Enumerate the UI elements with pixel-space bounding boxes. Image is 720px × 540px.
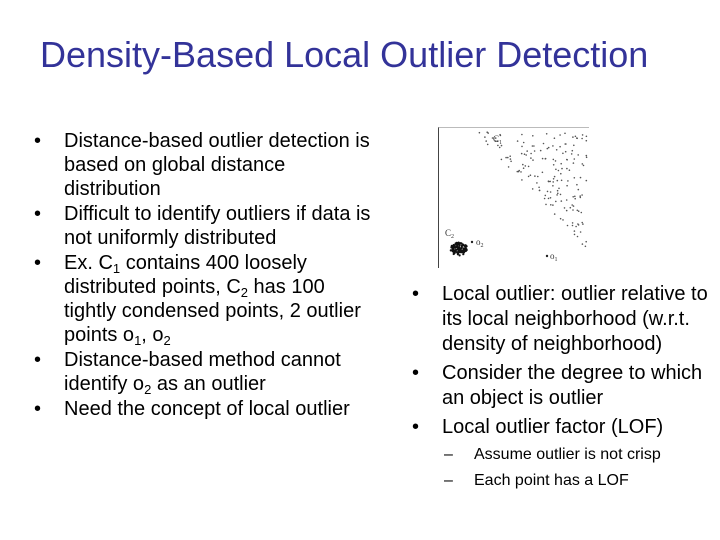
sparse-point bbox=[505, 157, 507, 159]
sparse-point bbox=[581, 212, 583, 214]
sparse-point bbox=[553, 164, 555, 166]
sparse-point bbox=[577, 236, 579, 238]
sparse-point bbox=[578, 189, 580, 191]
sparse-point bbox=[520, 171, 522, 173]
sparse-point bbox=[507, 157, 509, 159]
sparse-point bbox=[572, 196, 574, 198]
sparse-point bbox=[556, 194, 558, 196]
sparse-point bbox=[562, 153, 564, 155]
sparse-point bbox=[560, 218, 562, 220]
sparse-point bbox=[566, 199, 568, 201]
sparse-point bbox=[552, 204, 554, 206]
sparse-point bbox=[561, 180, 563, 182]
sparse-point bbox=[544, 198, 546, 200]
sparse-point bbox=[549, 181, 551, 183]
sparse-point bbox=[560, 163, 562, 165]
dense-point bbox=[465, 245, 467, 247]
sparse-point bbox=[530, 174, 532, 176]
sparse-point bbox=[577, 210, 579, 212]
sparse-point bbox=[534, 175, 536, 177]
dense-point bbox=[461, 246, 463, 248]
sparse-point bbox=[499, 134, 501, 136]
sparse-point bbox=[586, 136, 588, 138]
sparse-point bbox=[523, 167, 525, 169]
sparse-point bbox=[570, 207, 572, 209]
sparse-point bbox=[521, 153, 523, 155]
sparse-point bbox=[556, 149, 558, 151]
sparse-point bbox=[574, 230, 576, 232]
sparse-point bbox=[487, 144, 489, 146]
sparse-point bbox=[552, 181, 554, 183]
sparse-point bbox=[550, 204, 552, 206]
sparse-point bbox=[547, 148, 549, 150]
sparse-point bbox=[581, 222, 583, 224]
sparse-point bbox=[543, 143, 545, 145]
sparse-point bbox=[560, 194, 562, 196]
sparse-point bbox=[569, 169, 571, 171]
label-c2: $C_2$ bbox=[445, 228, 455, 240]
sub-bullet-each-point: – Each point has a LOF bbox=[444, 468, 717, 494]
sparse-point bbox=[538, 187, 540, 189]
sparse-point bbox=[586, 157, 588, 159]
outlier-point-o2 bbox=[471, 241, 473, 243]
sparse-point bbox=[557, 193, 559, 195]
sparse-point bbox=[557, 180, 559, 182]
sparse-point bbox=[574, 234, 576, 236]
sparse-point bbox=[550, 191, 552, 193]
sparse-point bbox=[554, 176, 556, 178]
sparse-point bbox=[525, 154, 527, 156]
sparse-point bbox=[555, 201, 557, 203]
sparse-point bbox=[572, 150, 574, 152]
sparse-point bbox=[585, 246, 587, 248]
bullet-need-concept: • Need the concept of local outlier bbox=[34, 397, 374, 421]
sparse-point bbox=[586, 180, 588, 182]
sparse-point bbox=[572, 136, 574, 138]
sparse-point bbox=[525, 165, 527, 167]
sparse-point bbox=[553, 159, 555, 161]
sparse-point bbox=[580, 197, 582, 199]
dense-point bbox=[463, 249, 465, 251]
bullet-difficult: • Difficult to identify outliers if data is not uniformly distributed bbox=[34, 202, 374, 250]
sparse-point bbox=[559, 146, 561, 148]
sparse-point bbox=[523, 142, 525, 144]
sparse-point bbox=[565, 143, 567, 145]
sparse-point bbox=[539, 190, 541, 192]
sparse-point bbox=[576, 137, 578, 139]
sparse-point bbox=[562, 219, 564, 221]
sparse-point bbox=[485, 140, 487, 142]
sparse-point bbox=[542, 172, 544, 174]
sparse-point bbox=[577, 223, 579, 225]
right-bullet-list bbox=[412, 282, 717, 498]
bullet-distance-based: • Distance-based outlier detection is based on global distance distribution bbox=[34, 129, 374, 201]
bullet-consider-degree: • Consider the degree to which an object is outlier bbox=[412, 361, 717, 411]
sparse-point bbox=[545, 204, 547, 206]
dense-point bbox=[452, 248, 454, 250]
sparse-point bbox=[510, 158, 512, 160]
sparse-point bbox=[582, 223, 584, 225]
cluster-figure bbox=[438, 127, 589, 268]
sparse-point bbox=[567, 180, 569, 182]
sparse-point bbox=[484, 136, 486, 138]
sparse-point bbox=[509, 155, 511, 157]
sparse-point bbox=[532, 135, 534, 137]
sparse-point bbox=[517, 140, 519, 142]
sparse-point bbox=[573, 162, 575, 164]
cluster-scatter bbox=[439, 128, 589, 268]
sparse-point bbox=[566, 168, 568, 170]
sparse-point bbox=[564, 207, 566, 209]
label-o1: $o_1$ bbox=[550, 251, 558, 263]
sparse-point bbox=[575, 226, 577, 228]
bullet-local-outlier: • Local outlier: outlier relative to its local neighborhood (w.r.t. density of neighborhood) bbox=[412, 282, 717, 357]
sparse-point bbox=[487, 132, 489, 134]
sparse-point bbox=[542, 158, 544, 160]
sparse-point bbox=[554, 137, 556, 139]
sparse-point bbox=[574, 177, 576, 179]
sparse-point bbox=[479, 132, 481, 134]
sparse-point bbox=[572, 225, 574, 227]
dense-point bbox=[460, 251, 462, 253]
dense-point bbox=[457, 248, 459, 250]
sparse-point bbox=[572, 209, 574, 211]
sparse-point bbox=[545, 195, 547, 197]
sparse-point bbox=[578, 210, 580, 212]
sparse-point bbox=[582, 134, 584, 136]
dense-point bbox=[454, 250, 456, 252]
sparse-point bbox=[574, 158, 576, 160]
sparse-point bbox=[574, 196, 576, 198]
sub-bullet-not-crisp: – Assume outlier is not crisp bbox=[444, 442, 717, 468]
sparse-point bbox=[566, 185, 568, 187]
sparse-point bbox=[532, 145, 534, 147]
sparse-point bbox=[548, 198, 550, 200]
label-o2: $o_2$ bbox=[476, 237, 484, 249]
sparse-point bbox=[583, 165, 585, 167]
outlier-point-o1 bbox=[546, 255, 548, 257]
sparse-point bbox=[581, 138, 583, 140]
sparse-point bbox=[552, 185, 554, 187]
sparse-point bbox=[580, 231, 582, 233]
sparse-point bbox=[575, 136, 577, 138]
sparse-point bbox=[522, 164, 524, 166]
sparse-point bbox=[566, 159, 568, 161]
dense-point bbox=[456, 243, 458, 245]
sparse-point bbox=[581, 194, 583, 196]
sparse-point bbox=[530, 153, 532, 155]
sparse-point bbox=[586, 140, 588, 142]
label-c1: $C_1$ bbox=[493, 134, 503, 146]
sparse-point bbox=[545, 158, 547, 160]
sparse-point bbox=[567, 225, 569, 227]
dense-point bbox=[459, 254, 461, 256]
sparse-point bbox=[559, 134, 561, 136]
sparse-point bbox=[499, 147, 501, 149]
dense-point bbox=[458, 243, 460, 245]
sparse-point bbox=[550, 197, 552, 199]
sparse-point bbox=[528, 176, 530, 178]
sparse-point bbox=[582, 163, 584, 165]
sparse-point bbox=[547, 191, 549, 193]
sparse-point bbox=[574, 198, 576, 200]
sparse-point bbox=[554, 213, 556, 215]
sparse-point bbox=[532, 159, 534, 161]
sparse-point bbox=[585, 241, 587, 243]
sparse-point bbox=[548, 147, 550, 149]
lof-sub-list bbox=[444, 442, 717, 494]
sparse-point bbox=[571, 153, 573, 155]
sparse-point bbox=[564, 133, 566, 135]
sparse-point bbox=[537, 176, 539, 178]
sparse-point bbox=[521, 146, 523, 148]
sparse-point bbox=[571, 204, 573, 206]
sparse-point bbox=[558, 170, 560, 172]
sparse-point bbox=[540, 150, 542, 152]
bullet-lof: • Local outlier factor (LOF) – Assume outlier is not crisp – Each point has a LOF bbox=[412, 415, 717, 494]
sparse-point bbox=[573, 205, 575, 207]
bullet-example: • Ex. $C_1$ contains 400 loosely distributed points, $C_2$ has 100 tightly condensed points, 2 outlier points $o_1$, $o_2$ bbox=[34, 251, 374, 347]
sparse-point bbox=[555, 160, 557, 162]
dense-point bbox=[462, 253, 464, 255]
sparse-point bbox=[561, 200, 563, 202]
sparse-point bbox=[565, 151, 567, 153]
sparse-point bbox=[534, 150, 536, 152]
sparse-point bbox=[530, 157, 532, 159]
sparse-point bbox=[558, 188, 560, 190]
sparse-point bbox=[560, 173, 562, 175]
sparse-point bbox=[555, 169, 557, 171]
slide-title: Density-Based Local Outlier Detection bbox=[40, 34, 649, 75]
sparse-point bbox=[586, 155, 588, 157]
sparse-point bbox=[573, 145, 575, 147]
sparse-point bbox=[532, 188, 534, 190]
sparse-point bbox=[580, 177, 582, 179]
bullet-cannot-identify: • Distance-based method cannot identify $o_2$ as an outlier bbox=[34, 348, 374, 396]
sparse-point bbox=[548, 180, 550, 182]
sparse-point bbox=[572, 222, 574, 224]
dense-point bbox=[452, 246, 454, 248]
sparse-point bbox=[536, 182, 538, 184]
sparse-point bbox=[561, 168, 563, 170]
sparse-point bbox=[576, 184, 578, 186]
dense-point bbox=[460, 242, 462, 244]
sparse-point bbox=[566, 210, 568, 212]
sparse-point bbox=[526, 150, 528, 152]
sparse-point bbox=[533, 145, 535, 147]
sparse-point bbox=[521, 134, 523, 136]
sparse-point bbox=[582, 243, 584, 245]
sparse-point bbox=[546, 133, 548, 135]
sparse-point bbox=[557, 190, 559, 192]
sparse-point bbox=[577, 154, 579, 156]
sparse-point bbox=[553, 178, 555, 180]
sparse-point bbox=[528, 166, 530, 168]
sparse-point bbox=[524, 153, 526, 155]
sparse-point bbox=[552, 145, 554, 147]
dense-point bbox=[450, 249, 452, 251]
sparse-point bbox=[501, 159, 503, 161]
left-bullet-list bbox=[34, 129, 374, 422]
sparse-point bbox=[521, 179, 523, 181]
sparse-point bbox=[510, 161, 512, 163]
sparse-point bbox=[517, 171, 519, 173]
sparse-point bbox=[508, 166, 510, 168]
